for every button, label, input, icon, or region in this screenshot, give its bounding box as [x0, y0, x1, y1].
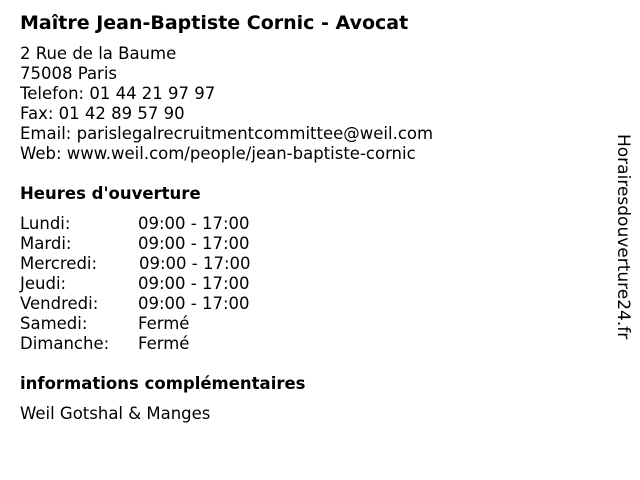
email-line: [20, 124, 433, 144]
hours-row-tuesday: [20, 234, 280, 254]
time-value: Fermé: [138, 314, 190, 333]
time-value: 09:00 - 17:00: [138, 274, 250, 293]
page-title: Maître Jean-Baptiste Cornic - Avocat: [20, 12, 409, 34]
hours-row-sunday: [20, 334, 280, 354]
day-label: Samedi:: [20, 314, 88, 333]
day-label: Mercredi:: [20, 254, 98, 273]
day-label: Mardi:: [20, 234, 72, 253]
additional-info-heading: informations complémentaires: [20, 374, 306, 393]
time-value: Fermé: [138, 334, 190, 353]
opening-hours-table: [20, 214, 280, 354]
time-value: 09:00 - 17:00: [138, 214, 250, 233]
city-address: 75008 Paris: [20, 64, 118, 83]
hours-row-monday: [20, 214, 280, 234]
hours-row-saturday: [20, 314, 280, 334]
hours-row-thursday: [20, 274, 280, 294]
hours-row-wednesday: [20, 254, 280, 274]
time-value: 09:00 - 17:00: [139, 254, 251, 273]
web-link[interactable]: www.weil.com/people/jean-baptiste-cornic: [66, 144, 416, 163]
day-label: Jeudi:: [20, 274, 67, 293]
day-label: Lundi:: [20, 214, 71, 233]
phone-number: Telefon: 01 44 21 97 97: [20, 84, 216, 103]
day-label: Dimanche:: [20, 334, 110, 353]
email-link[interactable]: parislegalrecruitmentcommittee@weil.com: [76, 124, 434, 143]
time-value: 09:00 - 17:00: [138, 294, 250, 313]
time-value: 09:00 - 17:00: [138, 234, 250, 253]
additional-info-text: Weil Gotshal & Manges: [20, 404, 211, 423]
email-label: Email:: [20, 124, 72, 143]
site-brand-vertical[interactable]: Horairesdouverture24.fr: [613, 134, 633, 340]
opening-hours-heading: Heures d'ouverture: [20, 184, 201, 203]
street-address: 2 Rue de la Baume: [20, 44, 177, 63]
day-label: Vendredi:: [20, 294, 99, 313]
contact-info: [20, 44, 433, 164]
web-line: [20, 144, 433, 164]
fax-number: Fax: 01 42 89 57 90: [20, 104, 185, 123]
hours-row-friday: [20, 294, 280, 314]
web-label: Web:: [20, 144, 62, 163]
